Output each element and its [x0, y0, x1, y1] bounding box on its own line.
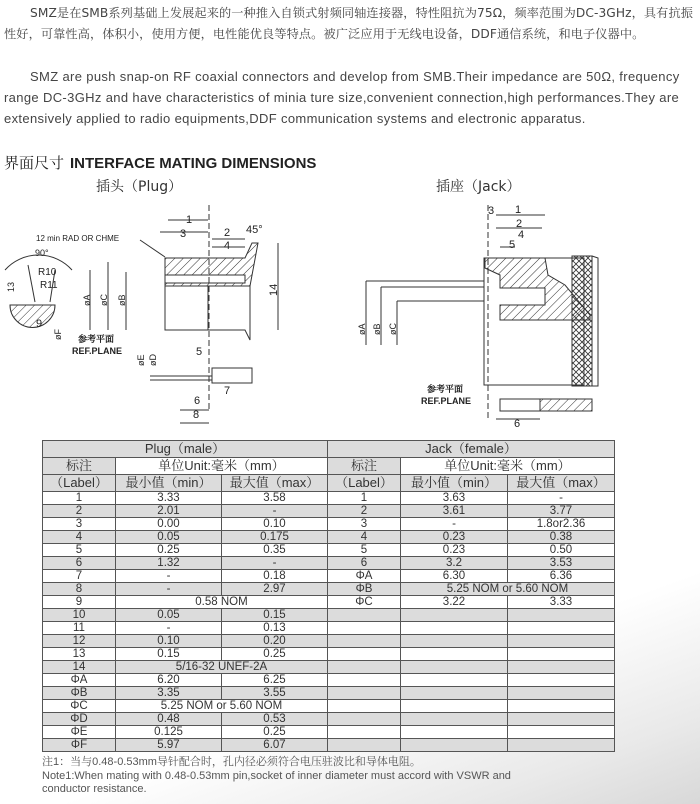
row-label: 9 [43, 596, 116, 609]
max-value: - [222, 557, 328, 570]
jack-header: Jack（female） [328, 441, 615, 458]
min-value: 0.10 [116, 635, 222, 648]
dim-label: 7 [224, 385, 231, 397]
empty-cell [508, 687, 615, 700]
ref-plane-en: REF.PLANE [72, 346, 123, 356]
min-value: 3.2 [401, 557, 508, 570]
max-value: 0.20 [222, 635, 328, 648]
min-value: 3.35 [116, 687, 222, 700]
dim-label: 8 [193, 409, 200, 421]
min-value: 6.20 [116, 674, 222, 687]
table-row [43, 596, 615, 609]
max-value: 0.25 [222, 648, 328, 661]
empty-cell [508, 661, 615, 674]
max-value: 0.53 [222, 713, 328, 726]
min-value: - [116, 570, 222, 583]
ref-plane-cn: 参考平面 [427, 384, 464, 394]
row-label: 4 [43, 531, 116, 544]
max-header: 最大值（max） [222, 475, 328, 492]
dim-label: R11 [40, 280, 58, 291]
empty-cell [508, 622, 615, 635]
dim-label: øD [148, 354, 158, 366]
table-row [43, 713, 615, 726]
empty-cell [328, 609, 401, 622]
min-value: 3.22 [401, 596, 508, 609]
table-row [43, 557, 615, 570]
max-value: - [222, 505, 328, 518]
row-label: 13 [43, 648, 116, 661]
note-cn: 注1：当与0.48-0.53mm导针配合时，孔内径必须符合电压驻波比和导体电阻。 [42, 756, 421, 768]
empty-cell [328, 700, 401, 713]
min-value: 0.05 [116, 531, 222, 544]
min-value: 0.15 [116, 648, 222, 661]
dim-label: 2 [516, 218, 523, 230]
table-row [43, 570, 615, 583]
dim-label: øB [372, 323, 382, 335]
min-value: 0.25 [116, 544, 222, 557]
empty-cell [401, 687, 508, 700]
jack-title: 插座（Jack） [436, 179, 521, 195]
min-value: 1.32 [116, 557, 222, 570]
max-value: 0.50 [508, 544, 615, 557]
table-row [43, 583, 615, 596]
table-row [43, 609, 615, 622]
row-label: 2 [328, 505, 401, 518]
dim-label: øB [117, 294, 127, 306]
empty-cell [401, 726, 508, 739]
max-value: 0.175 [222, 531, 328, 544]
max-value: 0.10 [222, 518, 328, 531]
dim-label: 14 [268, 283, 280, 296]
empty-cell [508, 739, 615, 752]
empty-cell [328, 713, 401, 726]
dim-label: øC [99, 294, 109, 306]
value-span: 0.58 NOM [116, 596, 328, 609]
dim-label: 3 [180, 228, 187, 240]
dim-label: 90° [35, 248, 49, 258]
max-value: - [508, 492, 615, 505]
min-value: - [116, 622, 222, 635]
dim-label: 12 min RAD OR CHME [36, 234, 120, 243]
min-value: - [401, 518, 508, 531]
plug-header: Plug（male） [43, 441, 328, 458]
row-label: 4 [328, 531, 401, 544]
table-row [43, 674, 615, 687]
empty-cell [328, 739, 401, 752]
max-value: 3.77 [508, 505, 615, 518]
row-label: 3 [43, 518, 116, 531]
max-value: 6.25 [222, 674, 328, 687]
table-row [43, 544, 615, 557]
dim-label: øF [53, 329, 63, 340]
footnote [42, 756, 511, 797]
row-label: 5 [43, 544, 116, 557]
row-label: ΦC [328, 596, 401, 609]
dim-label: R10 [38, 267, 57, 278]
table-body [43, 492, 615, 752]
empty-cell [401, 622, 508, 635]
row-label: 2 [43, 505, 116, 518]
empty-cell [401, 713, 508, 726]
intro-chinese [4, 3, 696, 45]
empty-cell [508, 609, 615, 622]
label-header-en: （Label） [328, 475, 401, 492]
empty-cell [328, 726, 401, 739]
min-value: 0.125 [116, 726, 222, 739]
max-value: 0.25 [222, 726, 328, 739]
max-value: 3.33 [508, 596, 615, 609]
empty-cell [508, 713, 615, 726]
row-label: 1 [43, 492, 116, 505]
table-row [43, 635, 615, 648]
dim-label: 3 [488, 205, 495, 217]
row-label: ΦB [43, 687, 116, 700]
empty-cell [401, 674, 508, 687]
row-label: 7 [43, 570, 116, 583]
intro-english [4, 66, 696, 129]
empty-cell [328, 622, 401, 635]
dim-label: 1 [515, 204, 522, 216]
table-row [43, 700, 615, 713]
dim-label: 6 [514, 418, 521, 430]
empty-cell [401, 661, 508, 674]
max-value: 0.15 [222, 609, 328, 622]
row-label: 1 [328, 492, 401, 505]
min-value: - [116, 583, 222, 596]
min-value: 0.48 [116, 713, 222, 726]
dimensions-table [42, 440, 615, 752]
table-row [43, 661, 615, 674]
min-value: 3.63 [401, 492, 508, 505]
label-header-cn: 标注 [328, 458, 401, 475]
dim-label: øA [82, 294, 92, 306]
min-value: 5.97 [116, 739, 222, 752]
max-value: 0.38 [508, 531, 615, 544]
row-label: ΦA [43, 674, 116, 687]
row-label: 14 [43, 661, 116, 674]
dim-label: øC [388, 323, 398, 335]
row-label: ΦB [328, 583, 401, 596]
empty-cell [508, 648, 615, 661]
empty-cell [401, 609, 508, 622]
dim-label: 45° [246, 224, 263, 236]
max-value: 3.58 [222, 492, 328, 505]
max-value: 6.07 [222, 739, 328, 752]
intro-cn-text: SMZ是在SMB系列基础上发展起来的一种推入自锁式射频同轴连接器，特性阻抗为75Ω，频率范围为DC-3GHz，具有抗振性好，可靠性高，体积小，使用方便，电性能优良等特点。被广泛应用于无线电设备，DDF通信系统，和电子仪器中。 [4, 6, 694, 41]
empty-cell [328, 648, 401, 661]
value-span: 5.25 NOM or 5.60 NOM [401, 583, 615, 596]
section-title-en: INTERFACE MATING DIMENSIONS [70, 155, 317, 172]
min-value: 6.30 [401, 570, 508, 583]
row-label: 10 [43, 609, 116, 622]
table-row [43, 622, 615, 635]
max-value: 3.53 [508, 557, 615, 570]
dim-label: 2 [224, 227, 231, 239]
empty-cell [508, 674, 615, 687]
max-value: 0.13 [222, 622, 328, 635]
empty-cell [401, 635, 508, 648]
min-header: 最小值（min） [116, 475, 222, 492]
table-row [43, 531, 615, 544]
max-header: 最大值（max） [508, 475, 615, 492]
empty-cell [508, 635, 615, 648]
note-en-line2: conductor resistance. [42, 783, 147, 795]
unit-header: 单位Unit:毫米（mm） [116, 458, 328, 475]
max-value: 0.35 [222, 544, 328, 557]
dim-label: 4 [224, 240, 231, 252]
min-value: 0.05 [116, 609, 222, 622]
row-label: 11 [43, 622, 116, 635]
table-row [43, 687, 615, 700]
dim-label: øA [357, 323, 367, 335]
row-label: 6 [43, 557, 116, 570]
dim-label: 5 [196, 346, 203, 358]
value-span: 5/16-32 UNEF-2A [116, 661, 328, 674]
row-label: 6 [328, 557, 401, 570]
min-value: 2.01 [116, 505, 222, 518]
max-value: 0.18 [222, 570, 328, 583]
intro-en-text: SMZ are push snap-on RF coaxial connectors and develop from SMB.Their impedance are 50Ω, frequency range DC-3GHz and have characteristics of minia ture size,convenient connection,high performances.They are extensively applied to radio equipments,DDF communication systems and electronic apparatus. [4, 69, 680, 126]
table-row [43, 518, 615, 531]
dim-label: 6 [194, 395, 201, 407]
min-value: 3.61 [401, 505, 508, 518]
row-label: 3 [328, 518, 401, 531]
min-value: 0.00 [116, 518, 222, 531]
jack-drawing [366, 205, 598, 420]
dim-label: 1 [186, 214, 193, 226]
max-value: 3.55 [222, 687, 328, 700]
ref-plane-en: REF.PLANE [421, 396, 472, 406]
dim-label: 13 [6, 281, 16, 292]
value-span: 5.25 NOM or 5.60 NOM [116, 700, 328, 713]
section-title [4, 152, 316, 173]
max-value: 2.97 [222, 583, 328, 596]
row-label: ΦE [43, 726, 116, 739]
empty-cell [401, 648, 508, 661]
empty-cell [328, 687, 401, 700]
max-value: 6.36 [508, 570, 615, 583]
row-label: ΦA [328, 570, 401, 583]
table-row [43, 492, 615, 505]
row-label: 5 [328, 544, 401, 557]
table-row [43, 726, 615, 739]
plug-title: 插头（Plug） [96, 179, 183, 195]
max-value: 1.8or2.36 [508, 518, 615, 531]
row-label: ΦD [43, 713, 116, 726]
dim-label: 5 [509, 239, 516, 251]
label-header-en: （Label） [43, 475, 116, 492]
row-label: 8 [43, 583, 116, 596]
min-value: 0.23 [401, 544, 508, 557]
dim-label: 4 [518, 229, 525, 241]
empty-cell [328, 661, 401, 674]
section-title-cn: 界面尺寸 [4, 155, 65, 172]
empty-cell [508, 700, 615, 713]
jack-labels [357, 204, 524, 430]
note-en-line1: Note1:When mating with 0.48-0.53mm pin,socket of inner diameter must accord with VSWR and [42, 769, 511, 782]
table-row [43, 648, 615, 661]
table-row [43, 505, 615, 518]
row-label: ΦC [43, 700, 116, 713]
empty-cell [508, 726, 615, 739]
row-label: 12 [43, 635, 116, 648]
row-label: ΦF [43, 739, 116, 752]
dim-label: øE [136, 354, 146, 366]
interface-drawings [0, 195, 700, 435]
table-row [43, 739, 615, 752]
unit-header: 单位Unit:毫米（mm） [401, 458, 615, 475]
min-value: 3.33 [116, 492, 222, 505]
min-value: 0.23 [401, 531, 508, 544]
min-header: 最小值（min） [401, 475, 508, 492]
label-header-cn: 标注 [43, 458, 116, 475]
empty-cell [401, 700, 508, 713]
empty-cell [328, 674, 401, 687]
dim-label: 9 [36, 318, 43, 330]
empty-cell [328, 635, 401, 648]
empty-cell [401, 739, 508, 752]
ref-plane-cn: 参考平面 [78, 334, 115, 344]
